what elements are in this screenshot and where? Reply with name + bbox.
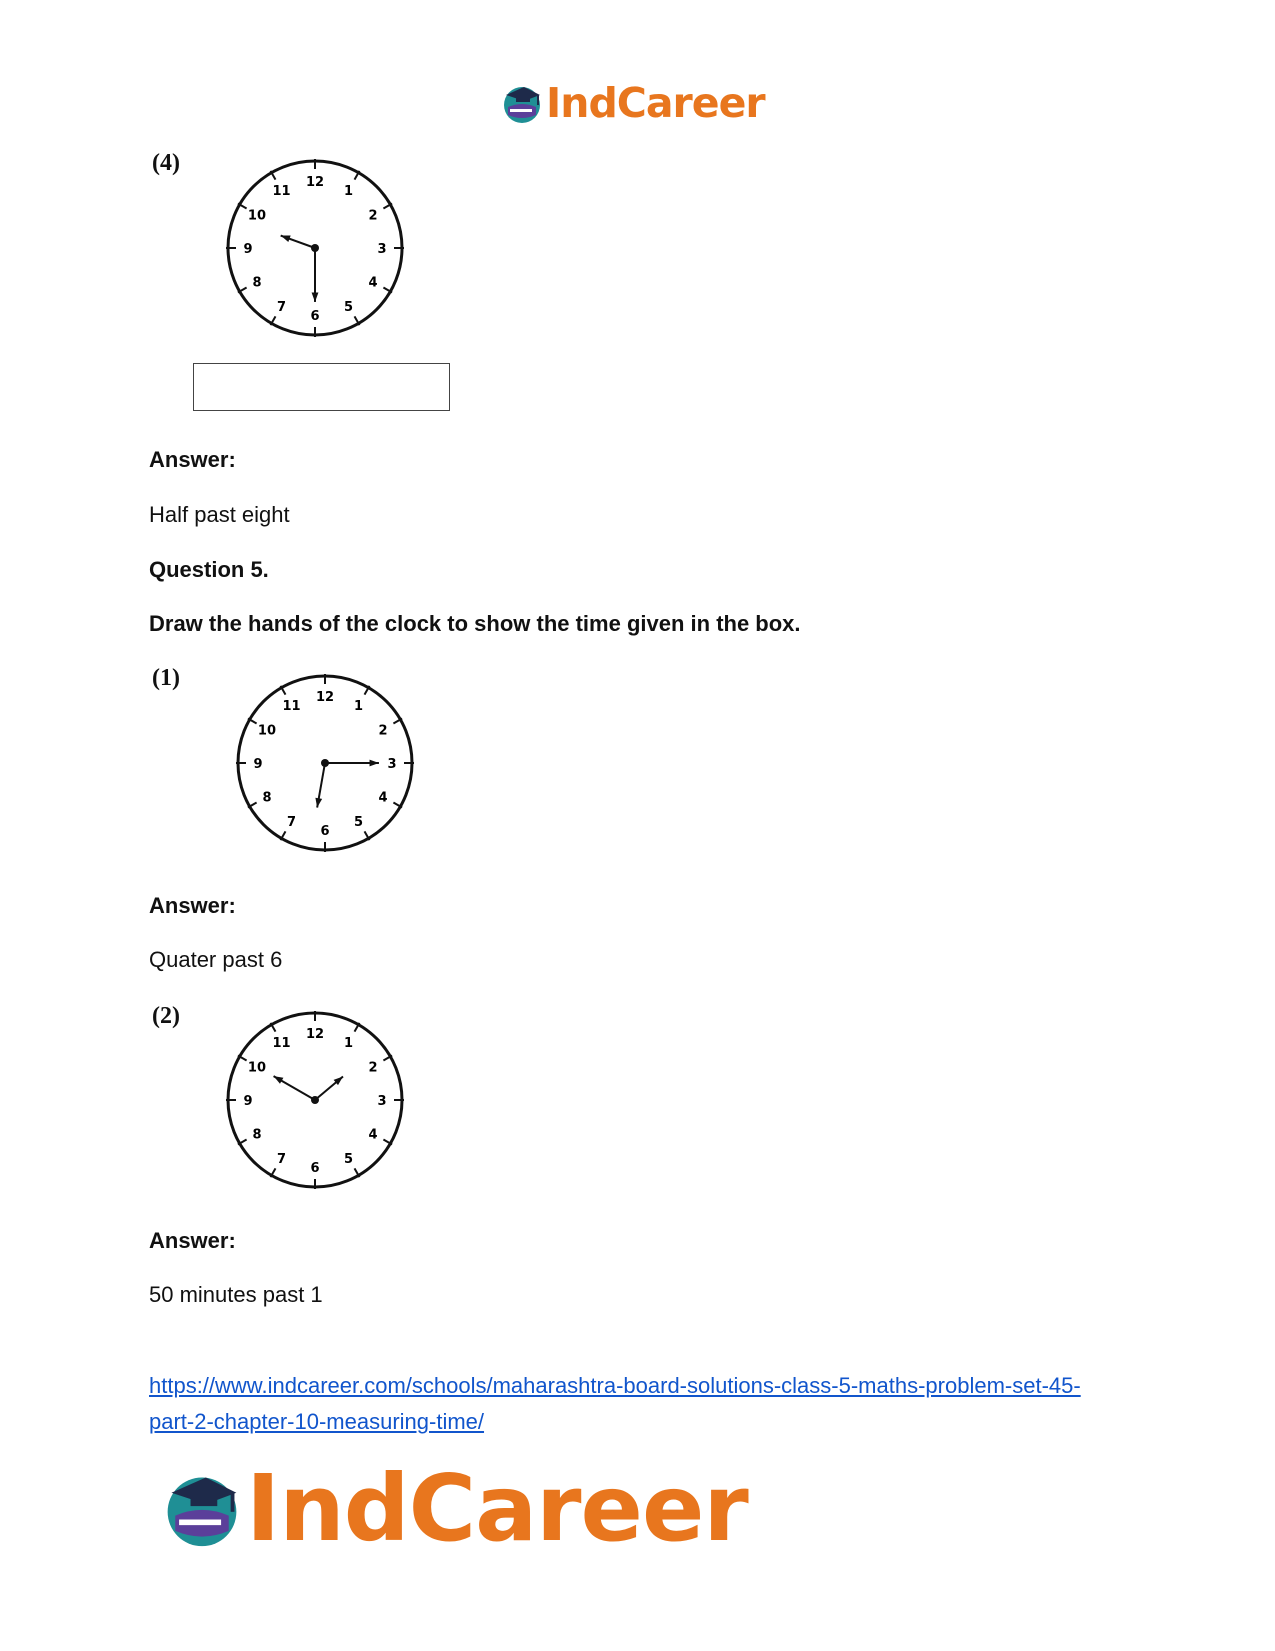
hour-hand-arrow [281, 235, 291, 241]
top-logo [500, 78, 765, 128]
item-label-4: (4) [152, 150, 180, 176]
source-link-line-2[interactable]: part-2-chapter-10-measuring-time/ [149, 1409, 485, 1434]
bottom-logo [160, 1454, 748, 1562]
clock-center [311, 244, 319, 252]
clock-center [321, 759, 329, 767]
clock-number: 7 [276, 1152, 287, 1168]
clock-number: 1 [343, 1035, 354, 1051]
clock-number: 12 [305, 1027, 325, 1042]
clock-number: 7 [286, 815, 297, 831]
clock-number: 12 [315, 690, 335, 705]
clock-number: 9 [243, 242, 253, 257]
minute-hand-arrow [274, 1076, 284, 1084]
clock-number: 8 [262, 790, 272, 806]
clock-number: 1 [343, 183, 354, 199]
answer-text-3: 50 minutes past 1 [149, 1282, 323, 1307]
clock-number: 9 [243, 1094, 253, 1109]
answer-text-1: Half past eight [149, 502, 290, 527]
clock-1 [225, 663, 425, 863]
graduation-globe-icon [160, 1466, 244, 1550]
answer-box [193, 363, 450, 411]
answer-heading-3: Answer: [149, 1228, 236, 1253]
clock-number: 1 [353, 698, 364, 714]
clock-2 [215, 1000, 415, 1200]
clock-number: 6 [310, 309, 320, 324]
clock-number: 3 [377, 1094, 387, 1109]
item-label-2: (2) [152, 1003, 180, 1029]
answer-heading-2: Answer: [149, 893, 236, 918]
clock-number: 11 [272, 183, 291, 199]
question-title: Question 5. [149, 557, 269, 582]
clock-number: 2 [368, 1060, 378, 1076]
clock-4 [215, 148, 415, 348]
clock-number: 5 [343, 1152, 354, 1168]
clock-number: 9 [253, 757, 263, 772]
clock-number: 7 [276, 300, 287, 316]
brand-name: IndCareer [546, 79, 765, 127]
clock-number: 6 [320, 824, 330, 839]
clock-number: 10 [257, 723, 277, 739]
clock-number: 8 [252, 1127, 262, 1143]
source-link-line-1[interactable]: https://www.indcareer.com/schools/maharashtra-board-solutions-class-5-maths-problem-set-45- [149, 1373, 1081, 1398]
item-label-1: (1) [152, 665, 180, 691]
clock-number: 4 [378, 790, 388, 806]
clock-number: 2 [368, 208, 378, 224]
question-instruction: Draw the hands of the clock to show the time given in the box. [149, 611, 801, 636]
clock-number: 11 [282, 698, 301, 714]
minute-hand-arrow [370, 760, 379, 767]
clock-number: 4 [368, 1127, 378, 1143]
clock-number: 11 [272, 1035, 291, 1051]
clock-number: 8 [252, 275, 262, 291]
clock-number: 3 [377, 242, 387, 257]
clock-number: 12 [305, 175, 325, 190]
brand-name: IndCareer [246, 1454, 748, 1562]
minute-hand-arrow [312, 293, 319, 302]
clock-center [311, 1096, 319, 1104]
clock-number: 4 [368, 275, 378, 291]
answer-heading-1: Answer: [149, 447, 236, 472]
clock-number: 5 [343, 300, 354, 316]
clock-number: 5 [353, 815, 364, 831]
clock-number: 10 [247, 1060, 267, 1076]
clock-number: 6 [310, 1161, 320, 1176]
graduation-globe-icon [500, 81, 544, 125]
clock-number: 3 [387, 757, 397, 772]
clock-number: 10 [247, 208, 267, 224]
source-link[interactable] [149, 1368, 1149, 1440]
clock-number: 2 [378, 723, 388, 739]
answer-text-2: Quater past 6 [149, 947, 283, 972]
